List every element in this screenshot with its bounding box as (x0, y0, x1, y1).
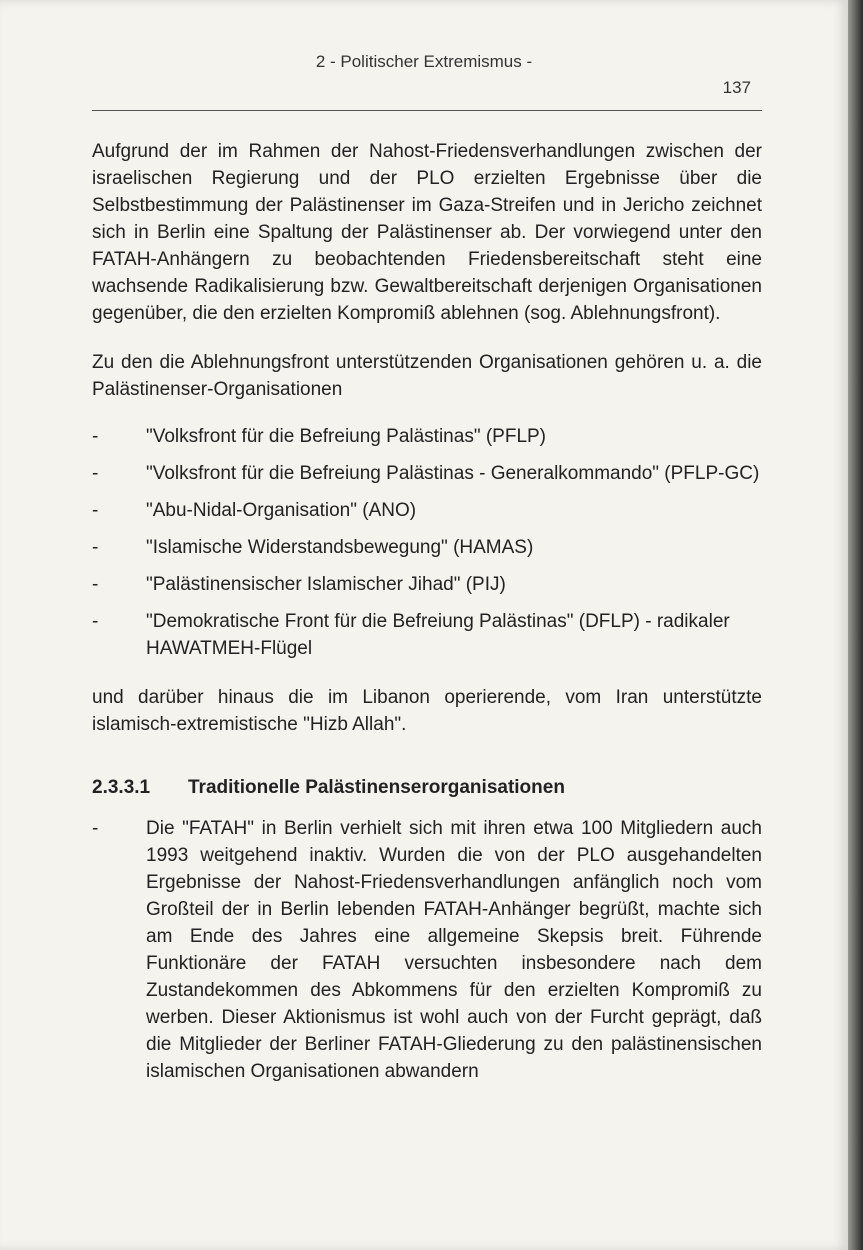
page-edge-shadow (848, 0, 863, 1250)
list-item-text: "Demokratische Front für die Befreiung Palästinas" (DFLP) - radikaler HAWATMEH-Flügel (146, 611, 730, 659)
list-dash: - (92, 611, 99, 632)
list-item-text: "Islamische Widerstandsbewegung" (HAMAS) (146, 537, 534, 558)
list-dash: - (92, 537, 99, 558)
list-item-text: "Palästinensischer Islamischer Jihad" (PIJ) (146, 574, 506, 595)
page-content (92, 138, 762, 1085)
list-item (92, 460, 762, 487)
header-rule (92, 110, 762, 111)
section-heading (92, 774, 762, 801)
list-item (92, 608, 762, 662)
section-bullet-text: Die "FATAH" in Berlin verhielt sich mit ihren etwa 100 Mitgliedern auch 1993 weitgehend inaktiv. Wurden die von der PLO ausgehandelten Ergebnisse der Nahost-Friedensverhandlungen anfänglich noch vom Großteil der in Berlin lebenden FATAH-Anhänger begrüßt, machte sich am Ende des Jahres eine allgemeine Skepsis breit. Führende Funktionäre der FATAH versuchten insbesondere nach dem Zustandekommen des Abkommens für den erzielten Kompromiß zu werben. Dieser Aktionismus ist wohl auch von der Furcht geprägt, daß die Mitglieder der Berliner FATAH-Gliederung zu den palästinensischen islamischen Organisationen abwandern (146, 818, 762, 1082)
closing-paragraph: und darüber hinaus die im Libanon operierende, vom Iran unterstützte islamisch-extremistische "Hizb Allah". (92, 687, 762, 735)
list-dash: - (92, 426, 99, 447)
list-item-text: "Abu-Nidal-Organisation" (ANO) (146, 500, 417, 521)
intro-paragraph: Aufgrund der im Rahmen der Nahost-Friedensverhandlungen zwischen der israelischen Regierung und der PLO erzielten Ergebnisse über die Selbstbestimmung der Palästinenser im Gaza-Streifen und in Jericho zeichnet sich in Berlin eine Spaltung der Palästinenser ab. Der vorwiegend unter den FATAH-Anhängern zu beobachtenden Friedensbereitschaft steht eine wachsende Radikalisierung bzw. Gewaltbereitschaft derjenigen Organisationen gegenüber, die den erzielten Kompromiß ablehnen (sog. Ablehnungsfront). (92, 141, 762, 324)
section-number: 2.3.3.1 (92, 777, 151, 798)
list-item (92, 534, 762, 561)
list-item (92, 423, 762, 450)
list-dash: - (92, 463, 99, 484)
list-item (92, 571, 762, 598)
list-dash: - (92, 574, 99, 595)
list-dash: - (92, 818, 99, 839)
list-item-text: "Volksfront für die Befreiung Palästinas - Generalkommando" (PFLP-GC) (146, 463, 760, 484)
list-dash: - (92, 500, 99, 521)
list-item-text: "Volksfront für die Befreiung Palästinas" (PFLP) (146, 426, 547, 447)
organisation-list (92, 423, 762, 662)
list-item (92, 497, 762, 524)
page-number: 137 (722, 78, 751, 97)
list-intro-paragraph: Zu den die Ablehnungsfront unterstützenden Organisationen gehören u. a. die Palästinenser-Organisationen (92, 352, 762, 400)
running-header: 2 - Politischer Extremismus - (315, 52, 533, 71)
section-title: Traditionelle Palästinenserorganisationen (188, 777, 565, 798)
section-bullet-paragraph (92, 815, 762, 1085)
